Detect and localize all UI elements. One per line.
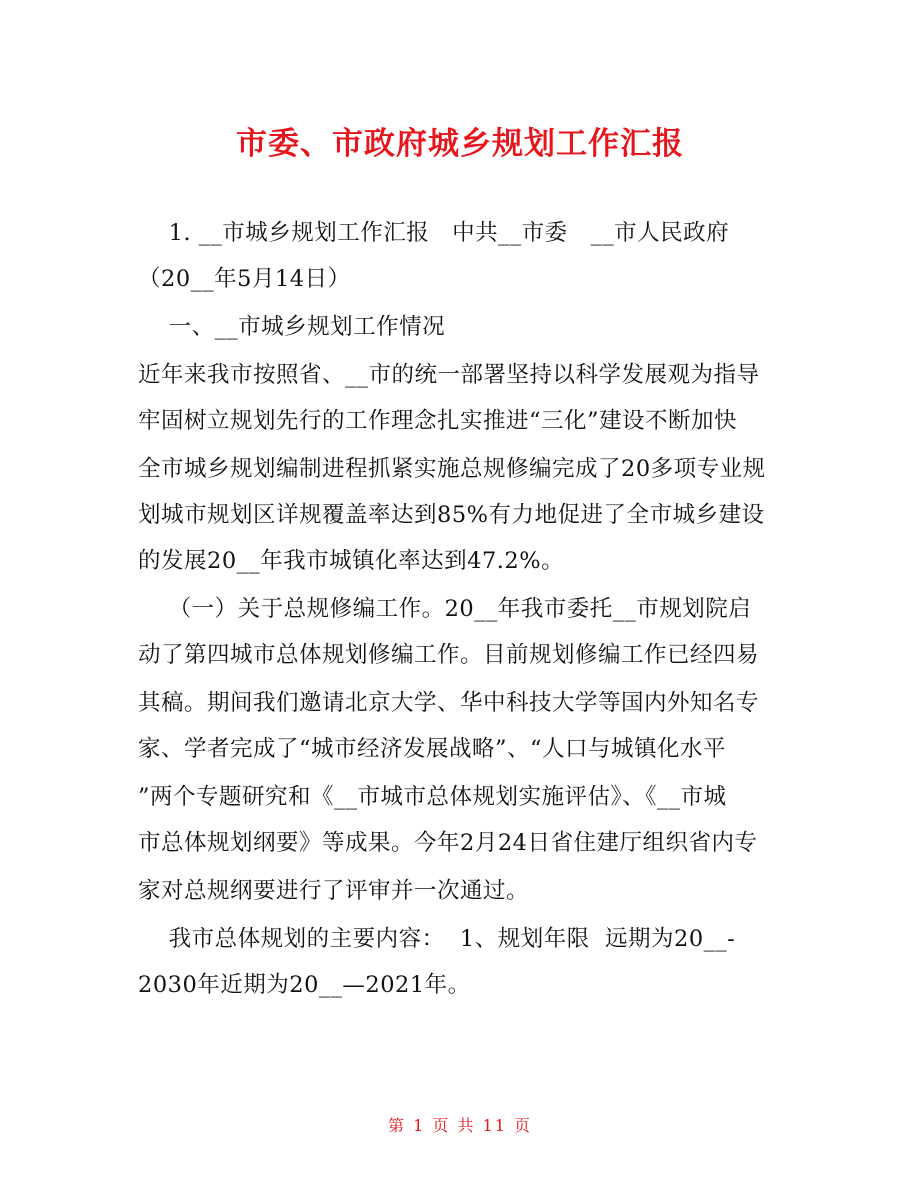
- page-number-footer: 第 1 页 共 11 页: [388, 1116, 532, 1135]
- body-line: 市总体规划纲要》等成果。今年2月24日省住建厅组织省内专: [138, 830, 758, 856]
- body-line: 动了第四城市总体规划修编工作。目前规划修编工作已经四易: [138, 642, 760, 668]
- body-line: 2030年近期为20__—2021年。: [138, 972, 471, 998]
- document-title: 市委、市政府城乡规划工作汇报: [236, 126, 684, 162]
- body-line: ”两个专题研究和《__市城市总体规划实施评估》、《__市城: [138, 784, 727, 810]
- body-line: 家对总规纲要进行了评审并一次通过。: [138, 878, 530, 904]
- body-line: 全市城乡规划编制进程抓紧实施总规修编完成了20多项专业规: [138, 456, 766, 482]
- body-line: 牢固树立规划先行的工作理念扎实推进“三化”建设不断加快: [138, 408, 738, 434]
- body-line: （一）关于总规修编工作。20__年我市委托__市规划院启: [138, 596, 752, 622]
- body-line: 一、__市城乡规划工作情况: [138, 314, 446, 340]
- body-line: 1. __市城乡规划工作汇报 中共__市委 __市人民政府: [138, 220, 730, 246]
- body-line: （20__年5月14日）: [138, 266, 351, 292]
- body-line: 的发展20__年我市城镇化率达到47.2%。: [138, 548, 565, 574]
- body-line: 其稿。期间我们邀请北京大学、华中科技大学等国内外知名专: [138, 690, 760, 716]
- body-line: 家、学者完成了“城市经济发展战略”、“人口与城镇化水平: [138, 736, 727, 762]
- body-line: 划城市规划区详规覆盖率达到85%有力地促进了全市城乡建设: [138, 502, 765, 528]
- body-line: 近年来我市按照省、__市的统一部署坚持以科学发展观为指导: [138, 362, 760, 388]
- body-line: 我市总体规划的主要内容： 1、规划年限 远期为20__-: [138, 926, 736, 952]
